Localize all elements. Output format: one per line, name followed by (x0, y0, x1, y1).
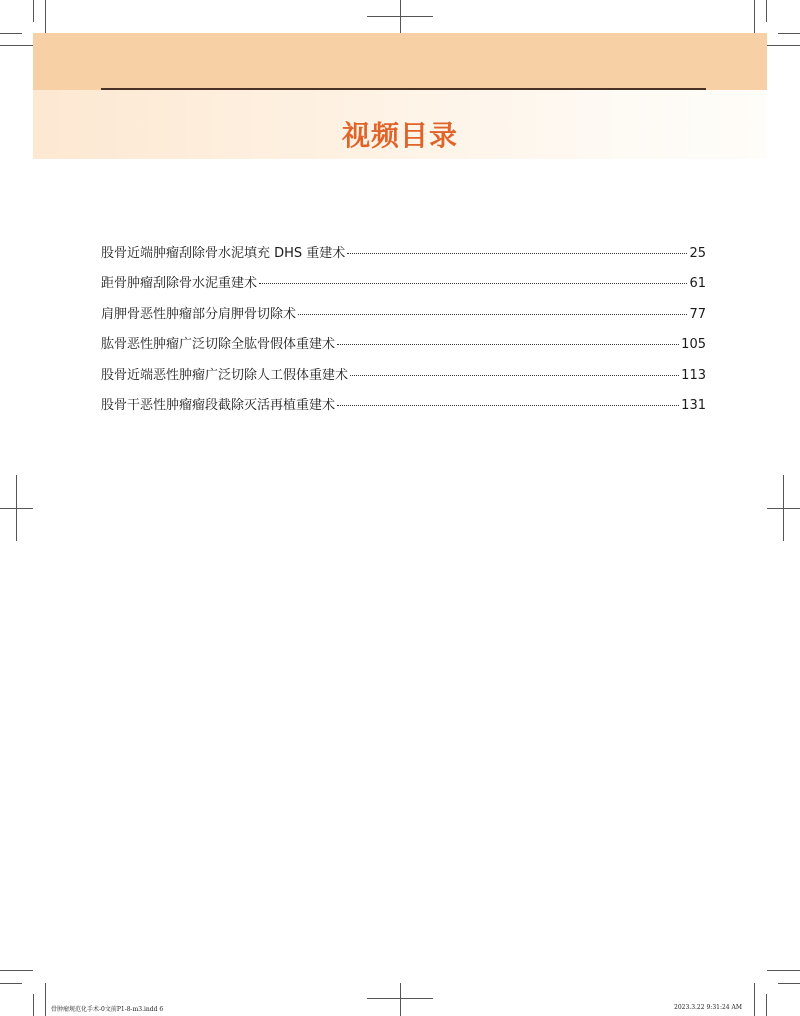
crop-mark (767, 45, 800, 46)
timestamp-slug: 2023.3.22 9:31:24 AM (674, 1004, 742, 1011)
dot-leader (337, 344, 679, 345)
toc-entry-page: 105 (681, 337, 706, 353)
crop-mark (766, 0, 767, 22)
dot-leader (350, 375, 679, 376)
crop-mark (0, 983, 22, 984)
crop-mark (33, 0, 34, 22)
toc-entry-page: 131 (681, 397, 706, 413)
crop-mark (0, 33, 22, 34)
crop-mark (778, 983, 800, 984)
toc-entry[interactable] (101, 244, 706, 274)
toc-entry[interactable] (101, 274, 706, 304)
dot-leader (259, 283, 687, 284)
dot-leader (298, 314, 687, 315)
toc-entry-title: 股骨近端肿瘤刮除骨水泥填充 DHS 重建术 (101, 246, 346, 261)
header-rule (101, 88, 706, 90)
toc-entry-page: 61 (689, 276, 706, 292)
toc-entry[interactable] (101, 305, 706, 335)
crop-mark (0, 970, 33, 971)
crop-mark (778, 33, 800, 34)
crop-mark (754, 0, 755, 33)
crop-mark (754, 983, 755, 1016)
page-title: 视频目录 (341, 119, 458, 152)
toc-entry-page: 77 (689, 306, 706, 322)
registration-mark (400, 983, 401, 1016)
crop-mark (45, 0, 46, 33)
toc-entry-title: 肩胛骨恶性肿瘤部分肩胛骨切除术 (101, 306, 297, 322)
toc-entry-title: 距骨肿瘤刮除骨水泥重建术 (101, 276, 258, 292)
toc-entry-page: 113 (681, 367, 706, 383)
dot-leader (347, 253, 687, 254)
file-slug: 骨肿瘤规范化手术-0文前P1-8-m3.indd 6 (51, 1006, 164, 1013)
toc-entry[interactable] (101, 335, 706, 365)
registration-mark (400, 0, 401, 33)
video-toc-list (101, 244, 706, 426)
crop-mark (0, 45, 33, 46)
crop-mark (45, 983, 46, 1016)
toc-entry[interactable] (101, 396, 706, 426)
toc-entry-title: 股骨干恶性肿瘤瘤段截除灭活再植重建术 (101, 397, 336, 413)
dot-leader (337, 405, 679, 406)
toc-entry-title: 股骨近端恶性肿瘤广泛切除人工假体重建术 (101, 367, 349, 383)
toc-entry-page: 25 (689, 246, 706, 261)
registration-mark (767, 508, 800, 509)
crop-mark (33, 994, 34, 1016)
crop-mark (766, 994, 767, 1016)
registration-mark (0, 508, 33, 509)
toc-entry-title: 肱骨恶性肿瘤广泛切除全肱骨假体重建术 (101, 337, 336, 353)
toc-entry[interactable] (101, 366, 706, 396)
crop-mark (767, 970, 800, 971)
header-band (33, 33, 767, 90)
